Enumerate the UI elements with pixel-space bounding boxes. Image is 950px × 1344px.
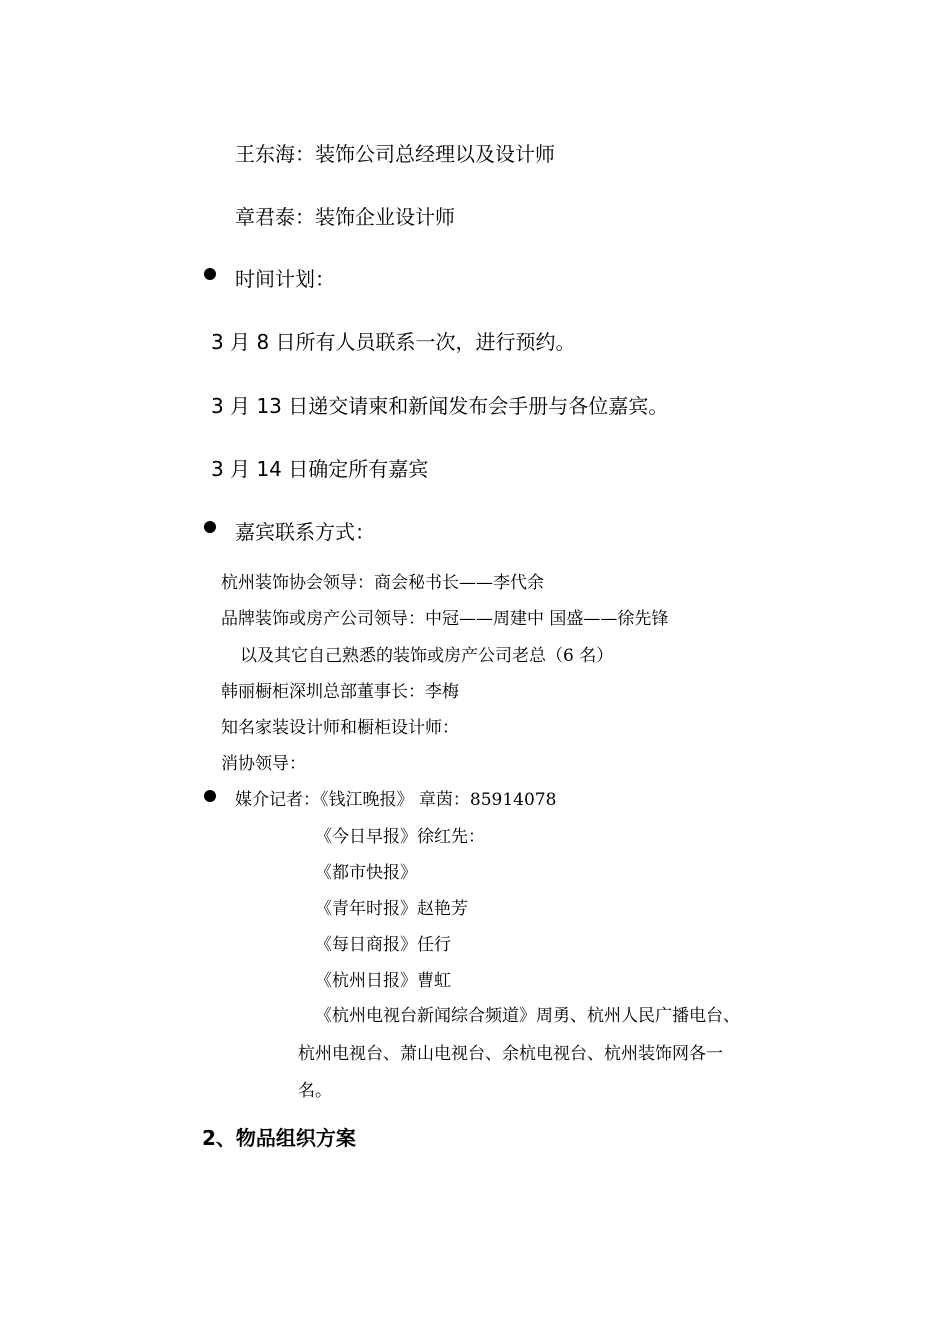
schedule-item: 3 月 8 日所有人员联系一次，进行预约。 <box>211 330 576 354</box>
media-paper: 《每日商报》任行 <box>315 935 451 955</box>
contact-line: 杭州装饰协会领导：商会秘书长——李代余 <box>221 573 544 593</box>
bullet-icon <box>204 521 216 533</box>
contact-line: 以及其它自己熟悉的装饰或房产公司老总（6 名） <box>240 646 614 666</box>
person-zhang-juntai: 章君泰：装饰企业设计师 <box>235 205 455 229</box>
schedule-item: 3 月 13 日递交请柬和新闻发布会手册与各位嘉宾。 <box>211 394 669 418</box>
schedule-heading: 时间计划： <box>235 267 335 291</box>
media-paper: 《今日早报》徐红先： <box>315 827 485 847</box>
media-paper: 《青年时报》赵艳芳 <box>315 899 468 919</box>
media-tv-line: 名。 <box>298 1081 332 1101</box>
media-tv-line: 杭州电视台、萧山电视台、余杭电视台、杭州装饰网各一 <box>298 1044 723 1064</box>
bullet-icon <box>204 268 216 280</box>
media-paper: 《杭州日报》曹虹 <box>315 971 451 991</box>
contact-line: 韩丽橱柜深圳总部董事长：李梅 <box>221 682 459 702</box>
media-tv-line: 《杭州电视台新闻综合频道》周勇、杭州人民广播电台、 <box>315 1006 740 1026</box>
contact-line: 消协领导： <box>221 754 306 774</box>
media-paper: 《都市快报》 <box>315 863 417 883</box>
section-title: 2、物品组织方案 <box>202 1126 356 1150</box>
contacts-heading: 嘉宾联系方式： <box>235 520 375 544</box>
person-wang-donghai: 王东海：装饰公司总经理以及设计师 <box>235 142 555 166</box>
schedule-item: 3 月 14 日确定所有嘉宾 <box>211 457 429 481</box>
media-line: 媒介记者：《钱江晚报》 章茵：85914078 <box>235 790 557 810</box>
contact-line: 品牌装饰或房产公司领导：中冠——周建中 国盛——徐先锋 <box>221 609 669 629</box>
contact-line: 知名家装设计师和橱柜设计师： <box>221 718 459 738</box>
bullet-icon <box>204 790 216 802</box>
